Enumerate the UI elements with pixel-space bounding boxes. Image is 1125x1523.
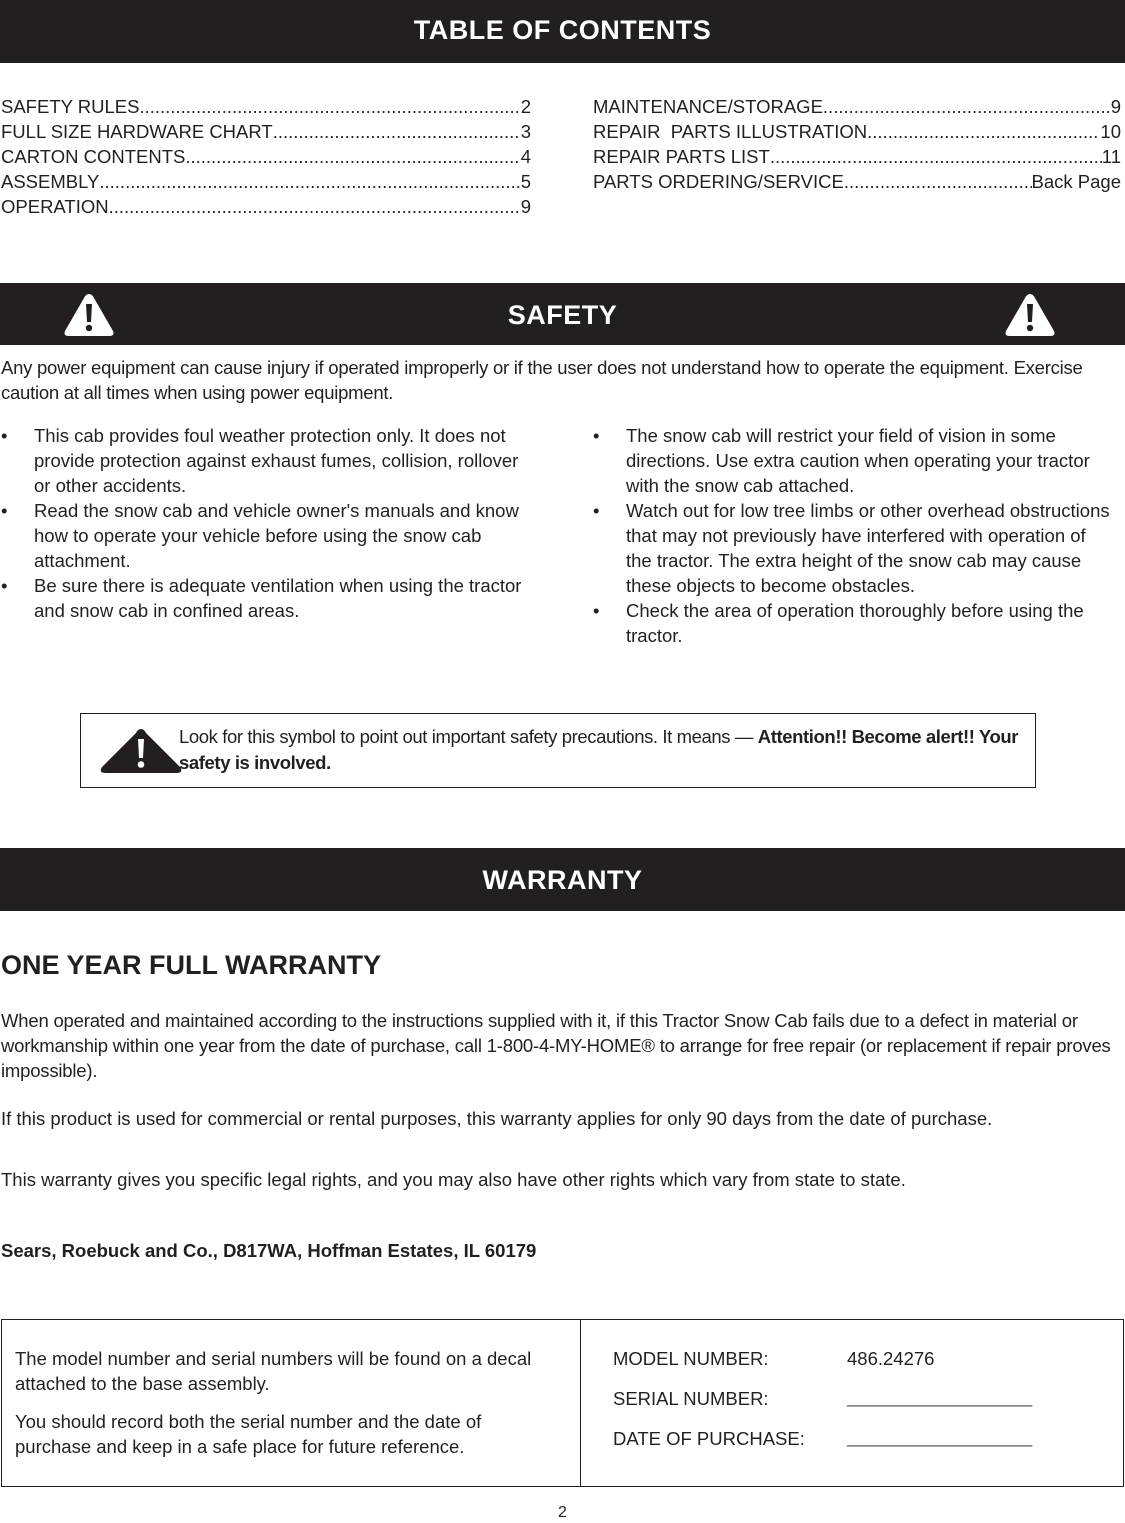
list-item: • Check the area of operation thoroughly before using the tractor. <box>593 598 1115 648</box>
warning-triangle-icon <box>63 292 115 338</box>
list-item: • Read the snow cab and vehicle owner's manuals and know how to operate your vehicle before using the snow cab attachment. <box>1 498 528 573</box>
callout-text-regular: Look for this symbol to point out important safety precautions. It means — <box>179 726 758 747</box>
warning-triangle-icon <box>98 727 184 775</box>
warranty-address: Sears, Roebuck and Co., D817WA, Hoffman Estates, IL 60179 <box>1 1240 537 1261</box>
record-note-1: The model number and serial numbers will be found on a decal attached to the base assembly. <box>15 1348 532 1394</box>
warranty-paragraph-1: When operated and maintained according to the instructions supplied with it, if this Tractor Snow Cab fails due to a defect in material or workmanship within one year from the date of purchase, call 1-800-4-MY-HOME® to arrange for free repair (or replacement if repair proves impossible). <box>1 1010 1111 1081</box>
toc-entry-label: FULL SIZE HARDWARE CHART <box>1 121 273 142</box>
warning-triangle-icon <box>1004 292 1056 338</box>
model-number-value: 486.24276 <box>847 1348 935 1369</box>
toc-entry-page: 9 <box>1110 96 1121 117</box>
toc-banner <box>0 0 1125 63</box>
list-item: • Be sure there is adequate ventilation when using the tractor and snow cab in confined areas. <box>1 573 528 623</box>
toc-entry-page: 9 <box>520 196 531 217</box>
toc-entry <box>593 119 1121 144</box>
date-of-purchase-field[interactable]: __________________ <box>847 1426 1033 1447</box>
callout-text-bold: Attention!! Become alert!! Your safety is involved. <box>179 726 1019 773</box>
warranty-heading: ONE YEAR FULL WARRANTY <box>1 950 382 980</box>
toc-entry-label: CARTON CONTENTS <box>1 146 186 167</box>
toc-entry-label: ASSEMBLY <box>1 171 100 192</box>
safety-bullets-left <box>1 423 528 623</box>
toc-entry <box>1 119 531 144</box>
list-item: • The snow cab will restrict your field of vision in some directions. Use extra caution when operating your tractor with the snow cab attached. <box>593 423 1115 498</box>
toc-entry <box>1 144 531 169</box>
toc-entry-page: Back Page <box>1031 171 1121 192</box>
toc-entry-label: OPERATION <box>1 196 109 217</box>
safety-banner <box>0 283 1125 345</box>
date-of-purchase-label: DATE OF PURCHASE: <box>613 1428 805 1449</box>
toc-left-column <box>1 94 531 219</box>
toc-title: TABLE OF CONTENTS <box>413 15 712 45</box>
list-item: • This cab provides foul weather protection only. It does not provide protection against exhaust fumes, collision, rollover or other accidents. <box>1 423 528 498</box>
toc-entry-page: 10 <box>1100 121 1121 142</box>
warranty-paragraph-2: If this product is used for commercial or rental purposes, this warranty applies for only 90 days from the date of purchase. <box>1 1108 993 1129</box>
warranty-paragraph-3: This warranty gives you specific legal rights, and you may also have other rights which vary from state to state. <box>1 1169 906 1190</box>
toc-entry-label: REPAIR PARTS LIST <box>593 146 770 167</box>
safety-title: SAFETY <box>507 300 618 330</box>
box-divider <box>580 1320 581 1486</box>
toc-entry <box>593 144 1121 169</box>
toc-entry-label: SAFETY RULES <box>1 96 140 117</box>
record-note-2: You should record both the serial number and the date of purchase and keep in a safe place for future reference. <box>15 1411 482 1457</box>
page-number: 2 <box>558 1504 567 1521</box>
toc-entry <box>593 169 1121 194</box>
record-info-box <box>1 1319 1124 1487</box>
safety-bullets-right <box>593 423 1115 648</box>
callout-text <box>179 724 1024 776</box>
safety-symbol-callout <box>80 713 1036 788</box>
toc-entry <box>1 169 531 194</box>
toc-entry <box>593 94 1121 119</box>
warranty-title: WARRANTY <box>482 865 643 895</box>
toc-entry <box>1 94 531 119</box>
model-number-label: MODEL NUMBER: <box>613 1348 769 1369</box>
safety-intro: Any power equipment can cause injury if operated improperly or if the user does not understand how to operate the equipment. Exercise caution at all times when using power equipment. <box>1 357 1083 403</box>
toc-entry-label: MAINTENANCE/STORAGE <box>593 96 823 117</box>
toc-entry-page: 11 <box>1101 146 1121 167</box>
toc-entry-page: 4 <box>520 146 531 167</box>
toc-right-column <box>593 94 1121 194</box>
warranty-banner <box>0 848 1125 911</box>
list-item: • Watch out for low tree limbs or other overhead obstructions that may not previously have interfered with operation of the tractor. The extra height of the snow cab may cause these objects to become obstacles. <box>593 498 1115 598</box>
serial-number-field[interactable]: __________________ <box>847 1386 1033 1407</box>
toc-entry-page: 5 <box>520 171 531 192</box>
serial-number-label: SERIAL NUMBER: <box>613 1388 769 1409</box>
toc-entry-page: 3 <box>520 121 531 142</box>
toc-entry-label: PARTS ORDERING/SERVICE <box>593 171 844 192</box>
toc-entry-page: 2 <box>520 96 531 117</box>
toc-entry <box>1 194 531 219</box>
toc-entry-label: REPAIR PARTS ILLUSTRATION <box>593 121 868 142</box>
